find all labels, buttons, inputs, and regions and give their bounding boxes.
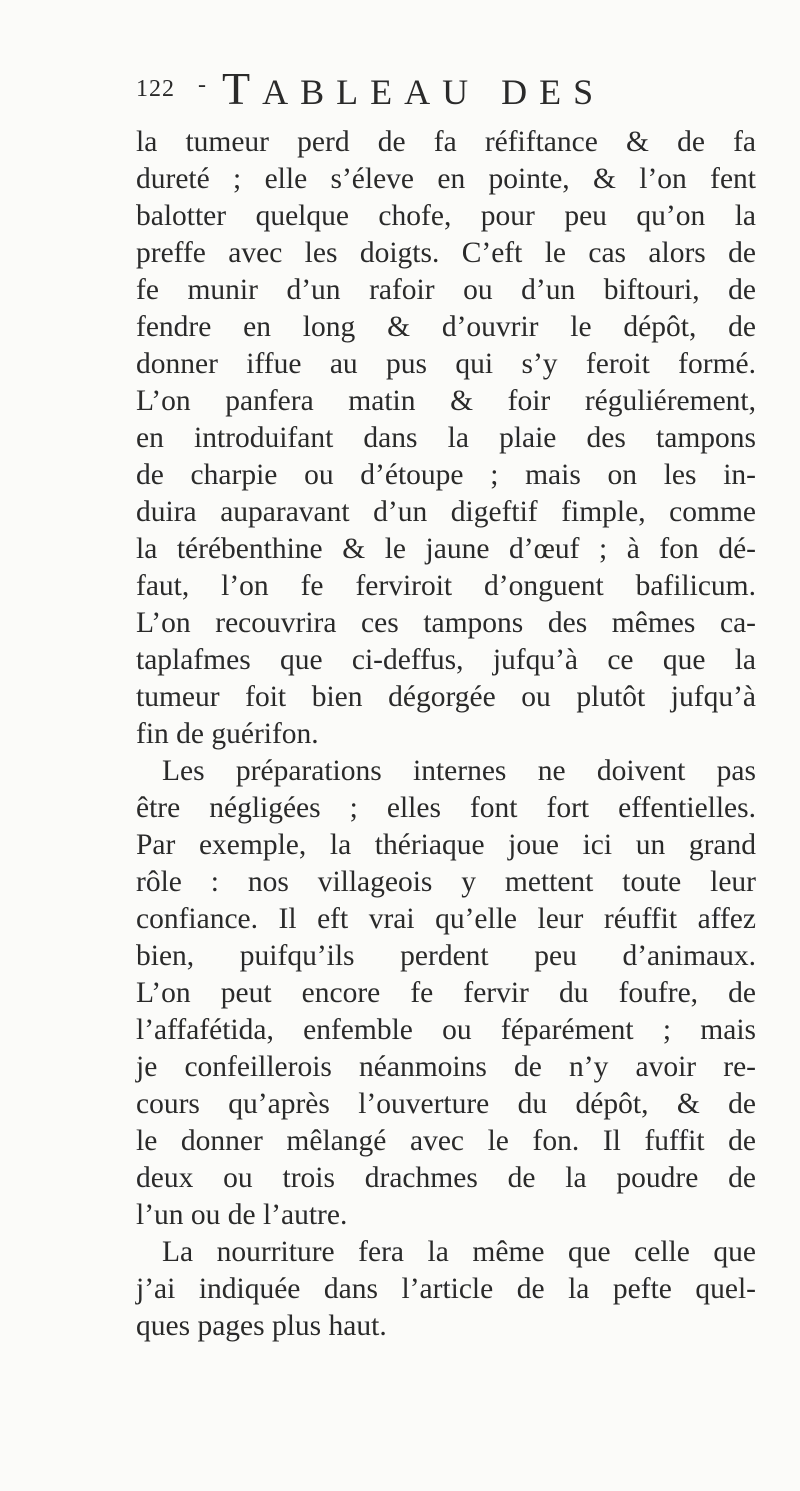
text-line: bien, puifqu’ils perdent peu d’animaux. (136, 940, 756, 972)
text-line: fin de guérifon. (136, 718, 319, 750)
text-line: donner iffue au pus qui s’y feroit formé. (136, 348, 756, 380)
page-number: 122 (136, 76, 175, 102)
text-line: taplafmes que ci-deffus, jufqu’à ce que la (136, 644, 756, 676)
text-line: confiance. Il eft vrai qu’elle leur réuffit affez (136, 903, 756, 935)
running-title-rest: ABLEAU DES (262, 72, 606, 112)
text-line: fe munir d’un rafoir ou d’un biftouri, de (136, 274, 756, 306)
text-line: preffe avec les doigts. C’eft le cas alors de (136, 237, 756, 269)
text-line: faut, l’on fe ferviroit d’onguent bafilicum. (136, 570, 756, 602)
text-line: tumeur foit bien dégorgée ou plutôt jufqu’à (136, 681, 756, 713)
body-text (136, 124, 756, 1345)
text-line: cours qu’après l’ouverture du dépôt, & de (136, 1088, 756, 1120)
text-line: rôle : nos villageois y mettent toute leur (136, 866, 756, 898)
header-dash: - (198, 72, 206, 98)
text-line: le donner mêlangé avec le fon. Il fuffit de (136, 1125, 756, 1157)
text-line: La nourriture fera la même que celle que (162, 1236, 756, 1268)
text-line: la tumeur perd de fa réfiftance & de fa (136, 126, 756, 158)
text-line: deux ou trois drachmes de la poudre de (136, 1162, 756, 1194)
text-line: de charpie ou d’étoupe ; mais on les in- (136, 459, 756, 491)
text-line: fendre en long & d’ouvrir le dépôt, de (136, 311, 756, 343)
text-line: en introduifant dans la plaie des tampons (136, 422, 756, 454)
running-title-initial: T (222, 63, 263, 114)
text-line: duira auparavant d’un digeftif fimple, comme (136, 496, 756, 528)
text-line: balotter quelque chofe, pour peu qu’on la (136, 200, 756, 232)
text-line: Les préparations internes ne doivent pas (162, 755, 756, 787)
text-line: Par exemple, la thériaque joue ici un grand (136, 829, 756, 861)
text-line: L’on panfera matin & foir réguliérement, (136, 385, 756, 417)
text-line: dureté ; elle s’éleve en pointe, & l’on fent (136, 163, 756, 195)
text-line: L’on recouvrira ces tampons des mêmes ca- (136, 607, 756, 639)
text-line: être négligées ; elles font fort effentielles. (136, 792, 756, 824)
text-line: L’on peut encore fe fervir du foufre, de (136, 977, 756, 1009)
text-line: l’affafétida, enfemble ou féparément ; mais (136, 1014, 756, 1046)
text-line: j’ai indiquée dans l’article de la pefte quel- (136, 1273, 756, 1305)
text-line: je confeillerois néanmoins de n’y avoir re- (136, 1051, 756, 1083)
text-line: l’un ou de l’autre. (136, 1199, 348, 1231)
text-line: la térébenthine & le jaune d’œuf ; à fon dé- (136, 533, 756, 565)
text-line: ques pages plus haut. (136, 1310, 387, 1342)
page-header (136, 62, 756, 112)
running-title (222, 62, 605, 115)
